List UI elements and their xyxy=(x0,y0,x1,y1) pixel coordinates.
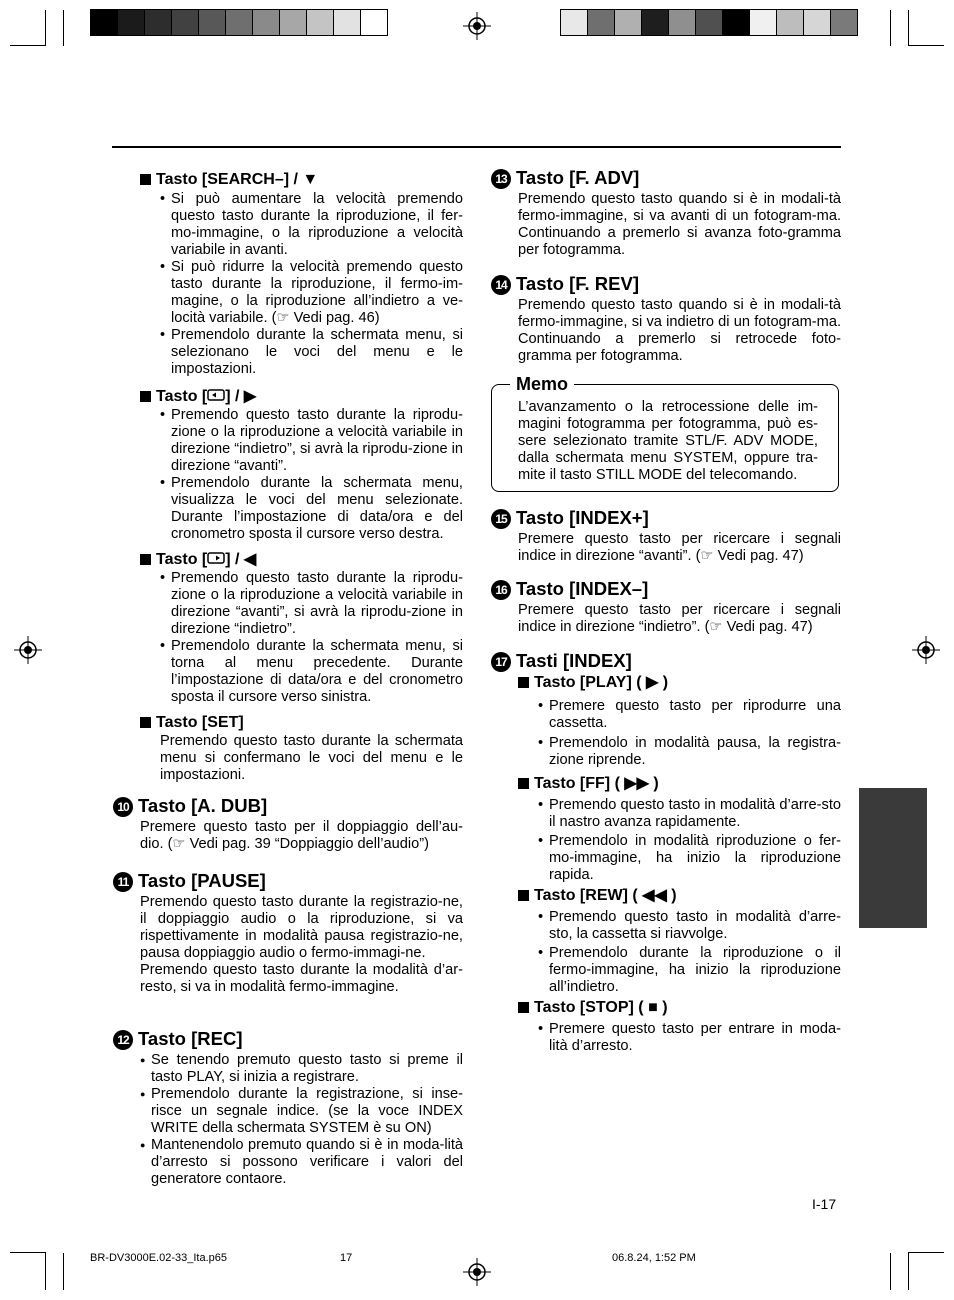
bullet-item: • Premere questo tasto per entrare in moda-lità d’arresto. xyxy=(538,1021,841,1055)
color-swatch xyxy=(172,10,199,35)
color-swatch xyxy=(118,10,145,35)
crop-mark xyxy=(63,1253,64,1290)
registration-mark-icon xyxy=(463,1258,491,1286)
side-tab xyxy=(859,788,927,928)
bullet-item: • Premere questo tasto per riprodurre una cassetta. xyxy=(538,698,841,732)
bullet-item: • Premendo questo tasto in modalità d’arre-sto il nastro avanza rapidamente. xyxy=(538,797,841,831)
section-title: 11 Tasto [PAUSE] xyxy=(113,870,463,892)
color-swatch xyxy=(199,10,226,35)
subsection-title: Tasto [STOP] ( ■ ) xyxy=(518,998,841,1017)
square-bullet-icon xyxy=(518,890,529,901)
top-rule xyxy=(112,146,841,148)
color-swatch xyxy=(804,10,831,35)
section-title: 12 Tasto [REC] xyxy=(113,1028,463,1050)
memo-box xyxy=(491,374,839,492)
color-swatch xyxy=(145,10,172,35)
section-rec xyxy=(113,1028,463,1188)
section-search xyxy=(140,170,463,378)
number-badge: 16 xyxy=(491,580,511,600)
bullet-item: ● Premendolo durante la registrazione, si inse-risce un segnale indice. (se la voce INDEX WRITE della schermata SYSTEM è su ON) xyxy=(140,1086,463,1137)
crop-mark xyxy=(10,45,46,46)
color-swatch xyxy=(253,10,280,35)
number-badge: 17 xyxy=(491,652,511,672)
number-badge: 13 xyxy=(491,169,511,189)
section-text: Premendo questo tasto durante la modalità d’ar-resto, si va in modalità fermo-immagine. xyxy=(140,962,463,995)
subsection-title: Tasto [PLAY] ( ▶ ) xyxy=(518,673,841,692)
section-text: Premendo questo tasto quando si è in modali-tà fermo-immagine, si va indietro di un fotogram-ma. Continuando a premerlo si retrocede foto-gramma per fotogramma. xyxy=(518,297,841,364)
color-swatch xyxy=(280,10,307,35)
crop-mark xyxy=(908,1252,944,1253)
number-badge: 14 xyxy=(491,275,511,295)
color-swatch xyxy=(642,10,669,35)
color-calibration-bar-right xyxy=(560,9,858,36)
section-title: 13 Tasto [F. ADV] xyxy=(491,167,841,189)
bullet-item: • Si può aumentare la velocità premendo questo tasto durante la riproduzione, il fer-mo-immagine, o la riproduzione a velocità variabile in avanti. xyxy=(160,191,463,259)
square-bullet-icon xyxy=(518,778,529,789)
color-swatch xyxy=(588,10,615,35)
number-badge: 11 xyxy=(113,872,133,892)
section-title: 10 Tasto [A. DUB] xyxy=(113,795,463,817)
crop-mark xyxy=(908,1253,909,1290)
square-bullet-icon xyxy=(518,1002,529,1013)
square-bullet-icon xyxy=(140,174,151,185)
section-title: Tasto [ ] / ◀ xyxy=(140,550,463,569)
section-frev xyxy=(491,273,841,365)
bullet-item: • Premendolo in modalità pausa, la registra-zione riprende. xyxy=(538,735,841,769)
memo-text: L’avanzamento o la retrocessione delle im-magini fotogramma per fotogramma, può es-sere selezionato tramite STL/F. ADV MODE, dalla schermata menu SYSTEM, oppure tra-mite il tasto STILL MODE del telecomando. xyxy=(518,399,818,483)
section-title: 15 Tasto [INDEX+] xyxy=(491,507,841,529)
bullet-item: • Premendo questo tasto durante la riprodu-zione o la riproduzione a velocità variabile in direzione “indietro”, si avrà la riprodu-zione in direzione “avanti”. xyxy=(160,407,463,475)
color-swatch xyxy=(561,10,588,35)
color-swatch xyxy=(615,10,642,35)
section-title: Tasto [ ] / ▶ xyxy=(140,387,463,406)
bullet-item: • Si può ridurre la velocità premendo questo tasto durante la riproduzione, il fermo-im-magine, o la riproduzione all’indietro a ve-locità variabile. (☞ Vedi pag. 46) xyxy=(160,259,463,327)
section-text: Premendo questo tasto durante la registrazio-ne, il doppiaggio audio o la riproduzione, si va rispettivamente in modalità pausa registrazio-ne, pausa doppiaggio audio o fermo-immagi-ne. xyxy=(140,894,463,961)
section-rew-arrow xyxy=(140,387,463,543)
square-bullet-icon xyxy=(140,391,151,402)
crop-mark xyxy=(908,45,944,46)
section-fwd-arrow xyxy=(140,550,463,706)
color-swatch xyxy=(750,10,777,35)
crop-mark xyxy=(63,10,64,46)
section-title: Tasto [SEARCH–] / ▼ xyxy=(140,170,463,189)
color-calibration-bar-left xyxy=(90,9,388,36)
color-swatch xyxy=(669,10,696,35)
section-index-minus xyxy=(491,578,841,636)
color-swatch xyxy=(696,10,723,35)
footer-sheet: 17 xyxy=(340,1252,353,1264)
section-text: Premere questo tasto per ricercare i segnali indice in direzione “avanti”. (☞ Vedi pag. 47) xyxy=(518,531,841,564)
color-swatch xyxy=(91,10,118,35)
number-badge: 12 xyxy=(113,1030,133,1050)
bullet-item: • Premendolo durante la schermata menu, visualizza le voci del menu selezionate. Durante l’impostazione di data/ora e del cronometro sposta il cursore verso destra. xyxy=(160,475,463,543)
registration-mark-icon xyxy=(14,636,42,664)
number-badge: 10 xyxy=(113,797,133,817)
number-badge: 15 xyxy=(491,509,511,529)
section-title: Tasto [SET] xyxy=(140,713,463,732)
subsection-title: Tasto [FF] ( ▶▶ ) xyxy=(518,774,841,793)
rewind-button-icon xyxy=(207,389,225,402)
memo-title: Memo xyxy=(510,373,574,395)
crop-mark xyxy=(890,1253,891,1290)
color-swatch xyxy=(831,10,857,35)
footer-date: 06.8.24, 1:52 PM xyxy=(612,1252,696,1264)
bullet-item: ● Mantenendolo premuto quando si è in moda-lità d’arresto si possono verificare i valori del generatore contaore. xyxy=(140,1137,463,1188)
section-adub xyxy=(113,795,463,853)
section-index-plus xyxy=(491,507,841,565)
crop-mark xyxy=(10,1252,46,1253)
section-pause xyxy=(113,870,463,996)
bullet-item: • Premendo questo tasto durante la riprodu-zione o la riproduzione a velocità variabile in direzione “avanti”, si avrà la riprodu-zione in direzione “indietro”. xyxy=(160,570,463,638)
crop-mark xyxy=(908,10,909,46)
square-bullet-icon xyxy=(518,677,529,688)
crop-mark xyxy=(45,1253,46,1290)
color-swatch xyxy=(723,10,750,35)
bullet-item: • Premendolo in modalità riproduzione o fer-mo-immagine, ha inizio la riproduzione rapida. xyxy=(538,833,841,884)
crop-mark xyxy=(45,10,46,46)
color-swatch xyxy=(777,10,804,35)
section-text: Premere questo tasto per ricercare i segnali indice in direzione “indietro”. (☞ Vedi pag. 47) xyxy=(518,602,841,635)
bullet-item: • Premendolo durante la schermata menu, si selezionano le voci del menu e le impostazioni. xyxy=(160,327,463,378)
square-bullet-icon xyxy=(140,554,151,565)
section-title: 16 Tasto [INDEX–] xyxy=(491,578,841,600)
color-swatch xyxy=(334,10,361,35)
section-text: Premere questo tasto per il doppiaggio dell’au-dio. (☞ Vedi pag. 39 “Doppiaggio dell’audio”) xyxy=(140,819,463,852)
registration-mark-icon xyxy=(912,636,940,664)
section-title: 14 Tasto [F. REV] xyxy=(491,273,841,295)
bullet-item: • Premendo questo tasto in modalità d’arre-sto, la cassetta si riavvolge. xyxy=(538,909,841,943)
bullet-item: • Premendolo durante la schermata menu, si torna al menu precedente. Durante l’impostazione di data/ora e del cronometro sposta il cursore verso sinistra. xyxy=(160,638,463,706)
section-set xyxy=(140,713,463,784)
color-swatch xyxy=(307,10,334,35)
subsection-title: Tasto [REW] ( ◀◀ ) xyxy=(518,886,841,905)
page-number: I-17 xyxy=(812,1196,837,1212)
fast-forward-button-icon xyxy=(207,552,225,565)
bullet-item: ● Se tenendo premuto questo tasto si preme il tasto PLAY, si inizia a registrare. xyxy=(140,1052,463,1086)
crop-mark xyxy=(890,10,891,46)
color-swatch xyxy=(361,10,387,35)
section-index xyxy=(491,650,841,1055)
color-swatch xyxy=(226,10,253,35)
section-text: Premendo questo tasto durante la schermata menu si confermano le voci del menu e le impostazioni. xyxy=(160,733,463,783)
square-bullet-icon xyxy=(140,717,151,728)
footer-file: BR-DV3000E.02-33_Ita.p65 xyxy=(90,1252,227,1264)
bullet-item: • Premendolo durante la riproduzione o il fermo-immagine, ha inizio la riproduzione all’indietro. xyxy=(538,945,841,996)
section-text: Premendo questo tasto quando si è in modali-tà fermo-immagine, si va avanti di un fotogram-ma. Continuando a premerlo si avanza foto-gramma per fotogramma. xyxy=(518,191,841,258)
section-fadv xyxy=(491,167,841,259)
section-title: 17 Tasti [INDEX] xyxy=(491,650,841,672)
registration-mark-icon xyxy=(463,12,491,40)
